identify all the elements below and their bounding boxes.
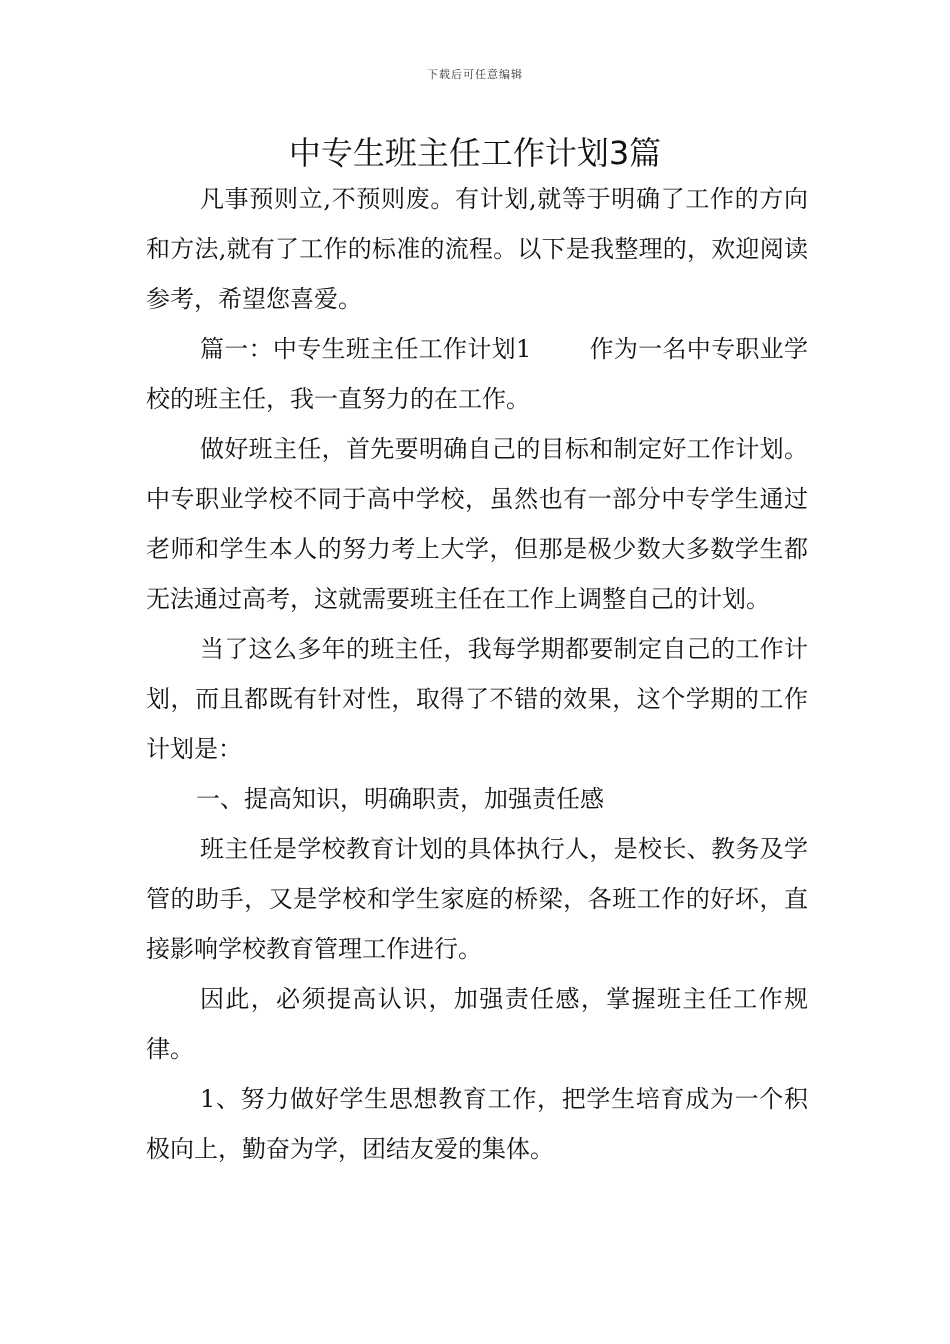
section-lead-text: 作为一名中专职业学校的班主任，我一直努力的在工作。 [146,335,808,413]
paragraph-therefore: 因此，必须提高认识，加强责任感，掌握班主任工作规律。 [146,985,808,1063]
document-body [146,174,808,1174]
paragraph-semester-plan: 当了这么多年的班主任，我每学期都要制定自己的工作计划，而且都既有针对性，取得了不错的效果，这个学期的工作计划是： [146,635,808,763]
section-lead-paragraph [146,324,808,424]
intro-paragraph: 凡事预则立,不预则废。有计划,就等于明确了工作的方向和方法,就有了工作的标准的流程。以下是我整理的，欢迎阅读参考，希望您喜爱。 [146,185,808,313]
header-note: 下载后可任意编辑 [427,68,523,81]
document-title: 中专生班主任工作计划3篇 [288,134,662,172]
paragraph-item-one: 1、努力做好学生思想教育工作，把学生培育成为一个积极向上，勤奋为学，团结友爱的集体。 [146,1085,808,1163]
paragraph-role: 班主任是学校教育计划的具体执行人，是校长、教务及学管的助手，又是学校和学生家庭的桥梁，各班工作的好坏，直接影响学校教育管理工作进行。 [146,835,808,963]
paragraph-goals: 做好班主任，首先要明确自己的目标和制定好工作计划。中专职业学校不同于高中学校，虽然也有一部分中专学生通过老师和学生本人的努力考上大学，但那是极少数大多数学生都无法通过高考，这就需要班主任在工作上调整自己的计划。 [146,435,808,613]
section-label: 篇一：中专生班主任工作计划1 [200,335,532,363]
heading-one: 一、提高知识，明确职责，加强责任感 [196,785,604,813]
